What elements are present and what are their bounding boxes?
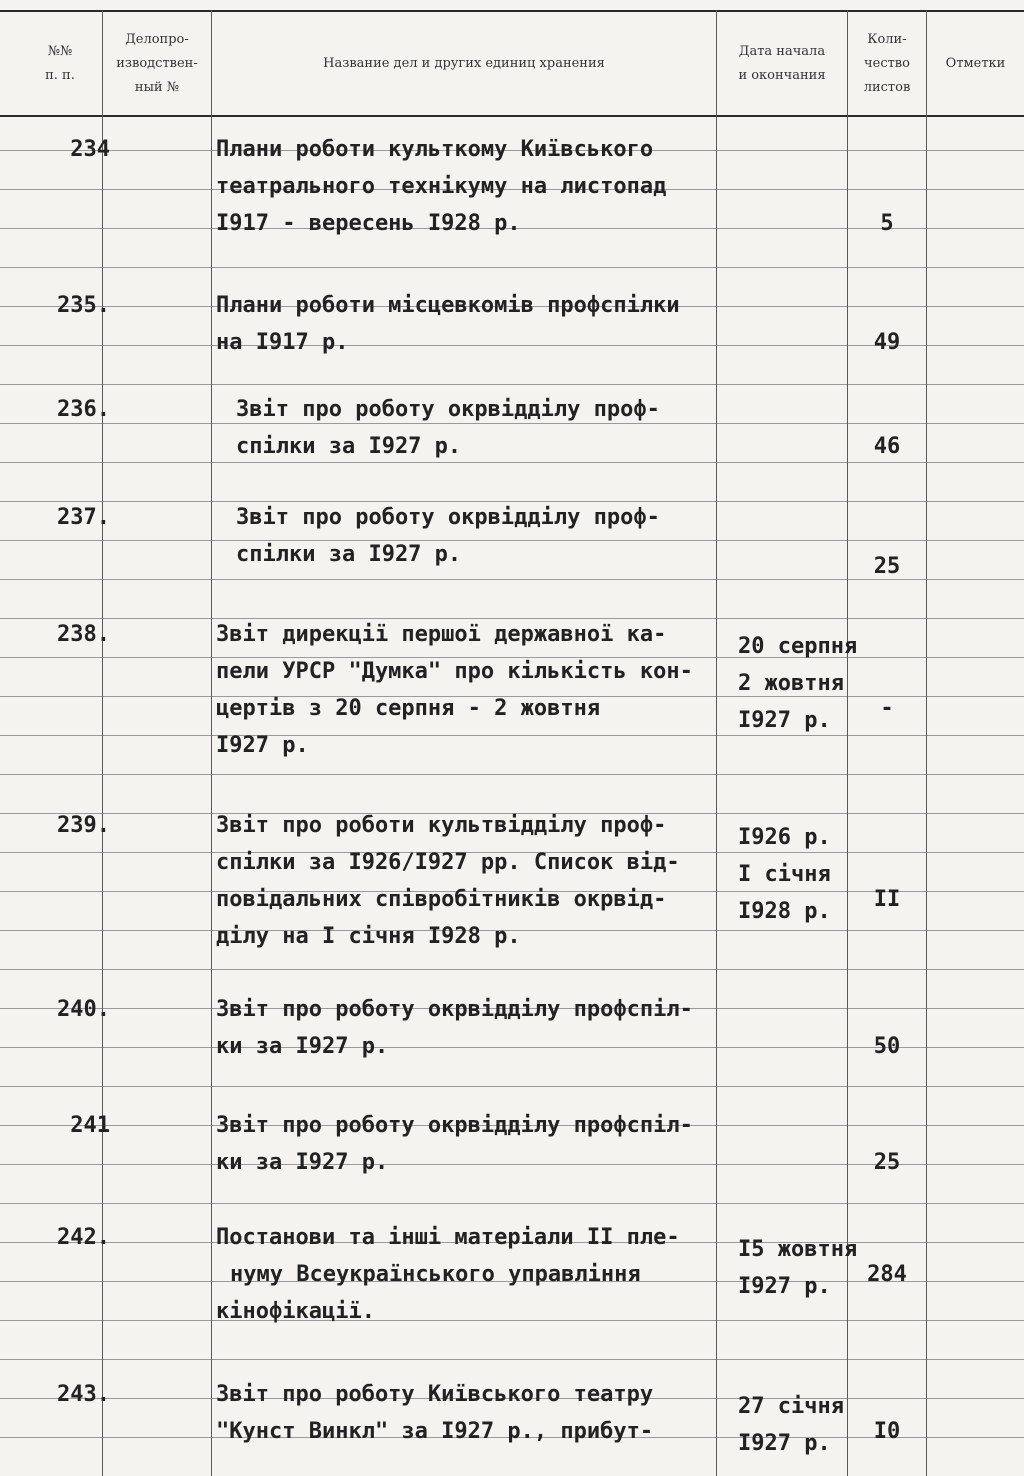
row-title-line: Звіт дирекції першої державної ка- (216, 622, 667, 647)
row-title-line: ки за I927 р. (216, 1034, 389, 1059)
row-title-line: Звіт про роботу Київського театру (216, 1382, 654, 1407)
row-title-line: I917 - вересень I928 р. (216, 211, 521, 236)
row-number: 239. (57, 813, 110, 838)
header-number: №№ п. п. (45, 44, 75, 83)
row-title-line: Плани роботи місцевкомів профспілки (216, 293, 680, 318)
row-sheet-count: 5 (880, 211, 894, 236)
row-title-line: спілки за I927 р. (236, 434, 462, 459)
row-date-line: 20 серпня (738, 634, 858, 659)
ruled-line (0, 384, 1024, 385)
row-title-line: пели УРСР "Думка" про кількість кон- (216, 659, 693, 684)
row-title-line: Плани роботи культкому Київського (216, 137, 654, 162)
ruled-line (0, 1203, 1024, 1204)
row-number: 234 (70, 137, 110, 162)
ruled-line (0, 969, 1024, 970)
row-title-line: Звіт про роботу окрвідділу профспіл- (216, 997, 693, 1022)
ruled-line (0, 1359, 1024, 1360)
row-number: 235. (57, 293, 110, 318)
column-divider (926, 10, 927, 1476)
row-sheet-count: 25 (873, 1150, 901, 1175)
row-title-line: спілки за I927 р. (236, 542, 462, 567)
row-title-line: Звіт про роботу окрвідділу проф- (236, 397, 660, 422)
row-title-line: цертів з 20 серпня - 2 жовтня (216, 696, 601, 721)
row-title-line: I927 р. (216, 733, 309, 758)
row-title-line: театрального технікуму на листопад (216, 174, 667, 199)
ruled-line (0, 1320, 1024, 1321)
column-divider (716, 10, 717, 1476)
row-title-line: Звіт про роботу окрвідділу проф- (236, 505, 660, 530)
row-number: 237. (57, 505, 110, 530)
row-date-line: I927 р. (738, 1274, 831, 1299)
ruled-line (0, 540, 1024, 541)
row-date-line: I927 р. (738, 1431, 831, 1456)
row-title-line: спілки за I926/I927 рр. Список від- (216, 850, 680, 875)
row-sheet-count: 284 (867, 1262, 907, 1287)
row-title-line: "Кунст Винкл" за I927 р., прибут- (216, 1419, 654, 1444)
header-title: Название дел и других единиц хранения (323, 56, 605, 71)
row-title-line: Постанови та інші матеріали II пле- (216, 1225, 680, 1250)
ruled-line (0, 735, 1024, 736)
header-office-number: Делопро- изводствен- ный № (116, 32, 198, 95)
row-date-line: I928 р. (738, 899, 831, 924)
row-number: 241 (70, 1113, 110, 1138)
row-title-line: ки за I927 р. (216, 1150, 389, 1175)
row-sheet-count: I0 (873, 1419, 901, 1444)
row-date-line: 27 січня (738, 1394, 844, 1419)
ruled-line (0, 267, 1024, 268)
row-sheet-count: 50 (873, 1034, 901, 1059)
row-title-line: на I917 р. (216, 330, 349, 355)
row-title-line: ділу на I січня I928 р. (216, 924, 521, 949)
ruled-line (0, 774, 1024, 775)
row-sheet-count: - (880, 696, 894, 721)
row-sheet-count: 25 (873, 554, 901, 579)
row-date-line: I926 р. (738, 825, 831, 850)
row-date-line: 2 жовтня (738, 671, 844, 696)
top-rule (0, 10, 1024, 12)
header-notes: Отметки (945, 56, 1006, 71)
row-number: 238. (57, 622, 110, 647)
row-number: 236. (57, 397, 110, 422)
row-sheet-count: 46 (873, 434, 901, 459)
header-dates: Дата начала и окончания (738, 44, 826, 83)
header-rule (0, 115, 1024, 117)
row-sheet-count: II (873, 887, 901, 912)
row-title-line: Звіт про роботу окрвідділу профспіл- (216, 1113, 693, 1138)
row-number: 242. (57, 1225, 110, 1250)
row-title-line: нуму Всеукраїнського управління (230, 1262, 641, 1287)
row-sheet-count: 49 (873, 330, 901, 355)
row-title-line: повідальних співробітників окрвід- (216, 887, 667, 912)
ruled-line (0, 1086, 1024, 1087)
row-date-line: I січня (738, 862, 831, 887)
row-title-line: Звіт про роботи культвідділу проф- (216, 813, 667, 838)
row-title-line: кінофікації. (216, 1299, 375, 1324)
row-number: 240. (57, 997, 110, 1022)
row-date-line: I927 р. (738, 708, 831, 733)
row-date-line: I5 жовтня (738, 1237, 858, 1262)
column-divider (102, 10, 103, 1476)
row-number: 243. (57, 1382, 110, 1407)
header-sheet-count: Коли- чество листов (863, 32, 911, 95)
column-divider (211, 10, 212, 1476)
